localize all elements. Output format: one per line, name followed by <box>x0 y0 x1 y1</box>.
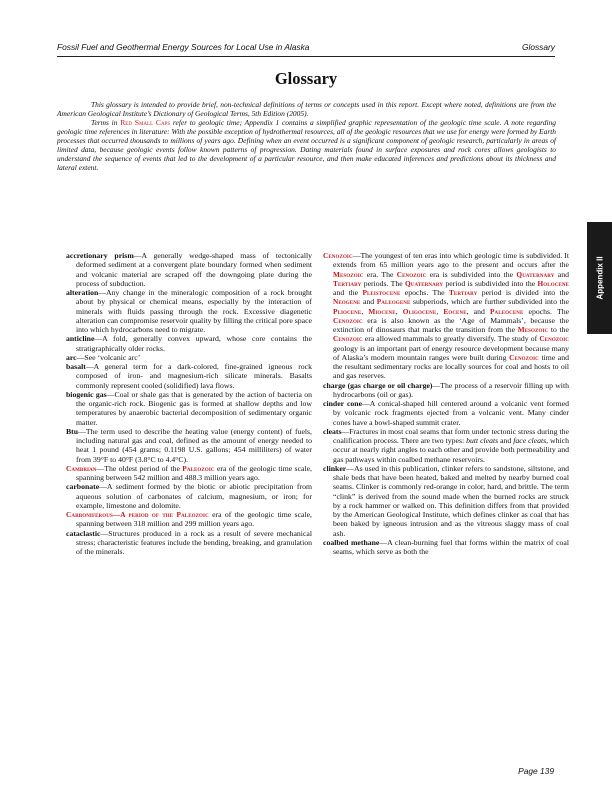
definition: period is divided into the <box>477 288 569 297</box>
era-term: Paleocene <box>490 306 524 316</box>
era-term: Neogene <box>333 297 361 307</box>
definition: era is subdivided into the <box>426 269 517 279</box>
definition: period is subdivided into the <box>443 278 538 288</box>
era-term: Paleogene <box>376 297 411 307</box>
entry-cinder-cone <box>323 399 569 427</box>
era-term: Pliocene <box>333 306 362 316</box>
glossary-column-right <box>323 251 569 556</box>
era-term: Tertiary <box>448 288 478 297</box>
entry-carbonate <box>66 482 312 510</box>
era-term: Carboniferous—A period of the Paleozoic <box>66 510 209 519</box>
term: anticline <box>66 334 95 344</box>
era-term: Cenozoic <box>323 251 353 260</box>
page-number: Page 139 <box>518 766 554 776</box>
term: cleats <box>323 426 342 436</box>
definition: —See ‘volcanic arc’ <box>76 352 141 362</box>
definition: era allowed mammals to greatly diversify. The study of <box>362 334 540 344</box>
separator: , <box>361 306 369 316</box>
term: cataclastic <box>66 528 101 538</box>
term: cinder cone <box>323 399 363 408</box>
definition: —The term used to describe the heating value (energy content) of fuels, including natural gas and coal, defined as the amount of energy needed to heat 1 pound (454 grams; 0.1198 U.S. gallons; 454 milliliters) of water from 39°F to 40°F (3.8°C to 4.4°C). <box>76 426 312 464</box>
entry-anticline <box>66 334 312 353</box>
definition: —A clean-burning fuel that forms within the matrix of coal seams, which serve as both the <box>333 537 569 556</box>
era-term: Cenozoic <box>333 334 363 344</box>
italic-term: face cleats <box>513 436 547 445</box>
term: arc <box>66 352 77 362</box>
intro-paragraph-2 <box>57 118 556 172</box>
term: alteration <box>66 288 99 297</box>
definition: —Coal or shale gas that is generated by the action of bacteria on the organic-rich rock. Biogenic gas is formed at shallow depths and low temperatures by anaerobic bacterial decomposition of sedimentary organic matter. <box>76 389 313 427</box>
definition: —Fractures in most coal seams that form under tectonic stress during the coalification process. There are two types: <box>333 426 569 445</box>
definition: —A general term for a dark-colored, fine-grained igneous rock composed of iron- and magnesium-rich silicate minerals. Basalts commonly represent cooled (solidified) lava flows. <box>76 362 312 390</box>
entry-cambrian <box>66 464 312 483</box>
definition: —A sediment formed by the biotic or abiotic precipitation from aqueous solution of carbonates of calcium, magnesium, or iron; for example, limestone and dolomite. <box>76 482 312 510</box>
entry-arc <box>66 353 312 362</box>
definition: era of the geologic time scale, spanning between 318 million and 299 million years ago. <box>76 510 312 529</box>
entry-alteration <box>66 288 312 334</box>
definition: —The oldest period of the <box>96 463 183 473</box>
entry-basalt <box>66 362 312 390</box>
term: charge (gas charge or oil charge) <box>323 380 433 390</box>
definition: time and the resultant sedimentary rocks are locally sources for coal and hosts to oil and gas reserves. <box>333 352 569 381</box>
era-term: Tertiary <box>333 278 362 288</box>
era-term: Pleistocene <box>362 288 401 297</box>
definition: —The youngest of ten eras into which geologic time is subdivided. It extends from 65 million years ago to the present and occurs after the <box>333 251 569 270</box>
header-rule <box>57 56 555 57</box>
entry-cenozoic <box>323 251 569 381</box>
definition: , which occur at nearly right angles to each other and provide both permeability and gas pathways within coalbed methane reservoirs. <box>333 436 569 464</box>
era-term: Miocene <box>368 306 396 316</box>
era-term: Cambrian <box>66 463 97 473</box>
entry-cleats <box>323 427 569 464</box>
italic-term: butt cleats <box>466 436 499 445</box>
entry-accretionary-prism <box>66 251 312 288</box>
definition: and <box>498 436 514 445</box>
definition: epochs. The <box>523 306 570 316</box>
term: basalt <box>66 362 86 371</box>
definition: and <box>554 269 569 279</box>
running-header <box>57 41 555 53</box>
era-term: Eocene <box>443 306 467 316</box>
definition: and <box>360 297 377 307</box>
running-header-section: Glossary <box>521 42 555 52</box>
entry-cataclastic <box>66 529 312 557</box>
entry-clinker <box>323 464 569 538</box>
definition: era. The <box>363 269 397 279</box>
entry-btu <box>66 427 312 464</box>
term: clinker <box>323 463 347 473</box>
definition: and the <box>333 288 363 297</box>
entry-biogenic-gas <box>66 390 312 427</box>
era-term: Cenozoic <box>539 334 569 344</box>
intro-p2-post: refer to geologic time; Appendix 1 contains a simplified graphic representation of the geologic time scale. A note regarding geologic time references in literature: With the possible exception of hydrothermal resources, all of the geologic resources that we use for energy were formed by Earth processes that occurred thousands to millions of years ago. Defining when an event occurred is a significant component of geologic research, particularly in areas of limited data, because geologic events follow known patterns of progression. Dating materials found in surface exposures and rock cores allows geologists to understand the sequence of events that led to the development of a particular resource, and then make educated inferences and predictions about its thickness and lateral extent. <box>57 118 556 173</box>
red-small-caps-sample: Red Small Caps <box>120 118 171 128</box>
era-term: Cenozoic <box>396 269 427 279</box>
era-term: Mesozoic <box>517 325 549 334</box>
definition: era of the geologic time scale, spanning between 542 million and 488.3 million years ago. <box>76 463 312 482</box>
term: carbonate <box>66 482 100 492</box>
term: biogenic gas <box>66 389 107 399</box>
term: coalbed methane <box>323 537 380 547</box>
era-term: Holocene <box>537 278 569 288</box>
intro-text <box>57 100 556 172</box>
separator: , <box>436 306 444 316</box>
definition: epochs. The <box>400 288 449 297</box>
definition: —A generally wedge-shaped mass of tectonically deformed sediment at a convergent plate boundary formed when sediment and volcanic material are scraped off the downgoing plate during the process of subduction. <box>76 251 313 288</box>
definition: —Any change in the mineralogic composition of a rock brought about by physical or chemical means, especially by the interaction of minerals with fluids passing through the rock. Excessive diagenetic alteration can compromise reservoir quality by filling the critical pore space into which hydrocarbons need to migrate. <box>76 288 312 334</box>
entry-coalbed-methane <box>323 538 569 557</box>
era-term: Cenozoic <box>333 315 363 325</box>
definition: —Structures produced in a rock as a result of severe mechanical stress; characteristic features include the bending, breaking, and granulation of the minerals. <box>76 528 312 556</box>
definition: era is also known as the ‘Age of Mammals’, because the extinction of dinosaurs that marks the transition from the <box>333 315 569 334</box>
intro-paragraph-1: This glossary is intended to provide brief, non-technical definitions of terms or concepts used in this report. Except where noted, definitions are from the American Geological Institute’s Dictionary of Geological Terms, 5th Edition (2005). <box>57 100 556 119</box>
separator: , <box>395 306 403 316</box>
running-header-title: Fossil Fuel and Geothermal Energy Sources for Local Use in Alaska <box>57 42 310 52</box>
definition: subperiods, which are further subdivided into the <box>410 297 569 307</box>
definition: geology is an important part of energy resource development because many of Alaska’s modern mountain ranges were built during <box>333 343 569 362</box>
era-term: Oligocene <box>402 306 437 316</box>
intro-p2-pre: Terms in <box>91 118 121 128</box>
era-term: Paleozoic <box>182 463 215 473</box>
era-term: Quaternary <box>516 269 555 279</box>
definition: —The process of a reservoir filling up with hydrocarbons (oil or gas). <box>333 380 569 399</box>
term: accretionary prism <box>66 251 134 260</box>
definition: —A conical-shaped hill centered around a volcanic vent formed by volcanic rock fragments ejected from a volcanic vent. Many cinder cones have a bowl-shaped summit crater. <box>333 399 569 427</box>
glossary-column-left <box>66 251 312 556</box>
entry-charge <box>323 381 569 400</box>
separator: , and <box>466 306 490 316</box>
era-term: Quaternary <box>405 278 444 288</box>
entry-carboniferous <box>66 510 312 529</box>
definition: periods. The <box>361 278 405 288</box>
page-title: Glossary <box>274 69 338 88</box>
appendix-tab <box>587 222 612 334</box>
term: Btu <box>66 426 79 436</box>
definition: —As used in this publication, clinker refers to sandstone, siltstone, and shale beds that have been heated, baked and melted by nearby burned coal seams. Clinker is commonly red-orange in color, hard, and brittle. The term “clink” is derived from the sound made when the burned rocks are struck by a rock hammer or walked on. This definition differs from that provided by the American Geological Institute, which defines clinker as coal that has been baked by igneous intrusion and as the vitreous slaggy mass of coal ash. <box>333 463 569 538</box>
era-term: Mesozoic <box>333 269 364 279</box>
definition: —A fold, generally convex upward, whose core contains the stratigraphically older rocks. <box>76 334 312 353</box>
definition: to the <box>548 325 569 334</box>
era-term: Cenozoic <box>509 352 539 362</box>
appendix-tab-label: Appendix II <box>595 256 604 300</box>
